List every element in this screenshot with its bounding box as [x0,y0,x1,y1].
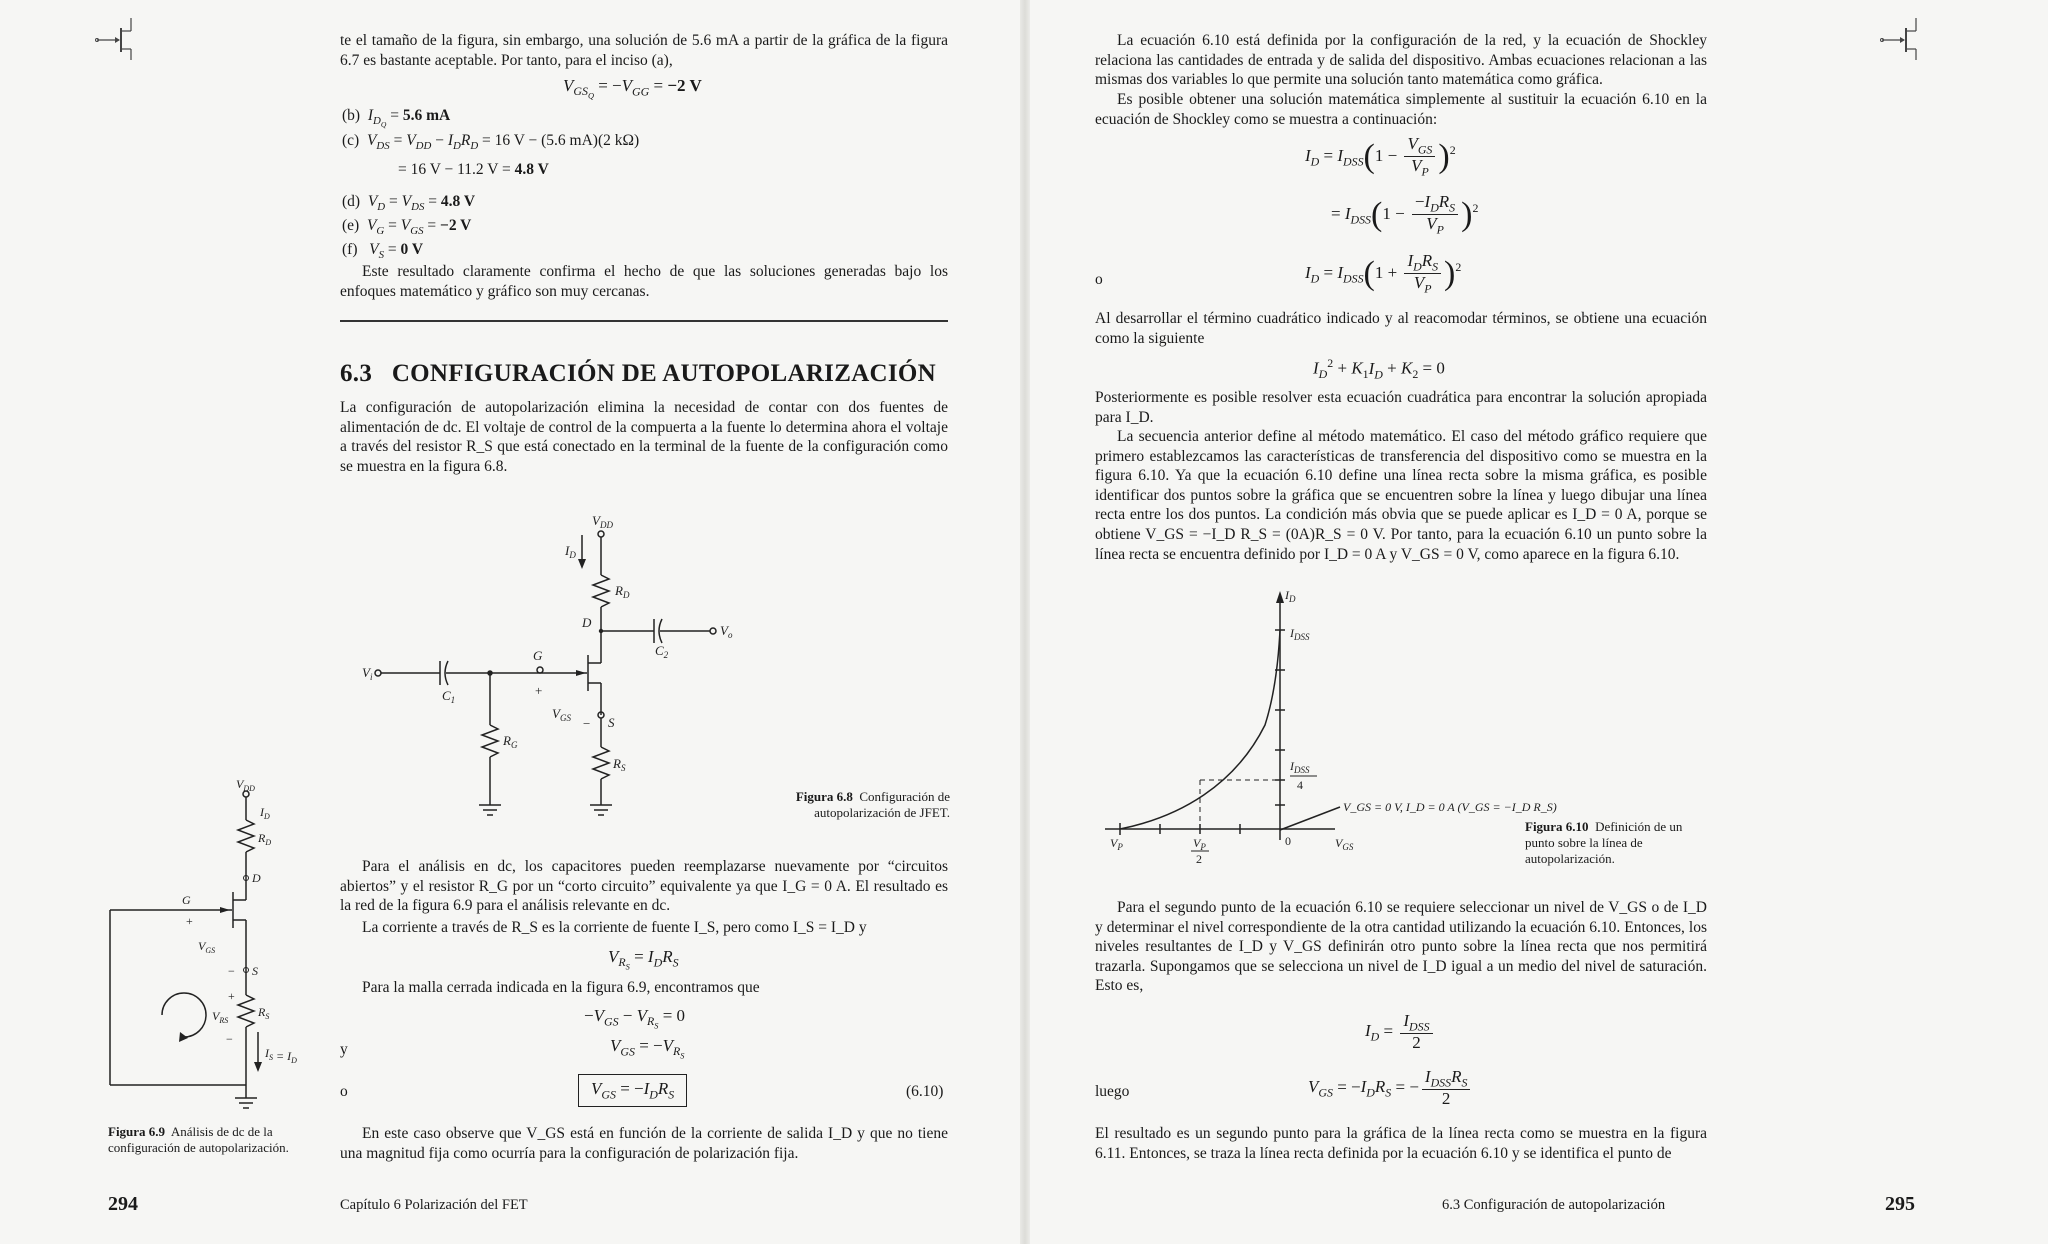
final-paragraph: En este caso observe que V_GS está en función de la corriente de salida I_D y que no tiene una magnitud fija como ocurría para la configuración de polarización fija. [340,1125,948,1162]
intro-paragraph: La ecuación 6.10 está definida por la configuración de la red, y la ecuación de Shockley relaciona las cantidades de entrada y de salida del dispositivo. Ambas ecuaciones relacionan a las mismas dos variables lo que permite una solución tanto matemática como gráfica. [1095,32,1707,89]
eq-kvl: $-V_{GS} - V_{R_S} = 0$ [584,1006,686,1031]
figure-6-9-label: Figura 6.9 [108,1124,166,1139]
word-y: y [340,1041,348,1058]
left-page [0,0,1020,1244]
svg-text:−: − [583,716,591,731]
svg-text:IS = ID: $I_S = I_D$ [265,1046,297,1065]
graph-annotation: V_GS = 0 V, I_D = 0 A (V_GS = −I_D R_S) [1343,800,1557,814]
figure-6-9-circuit [100,777,330,1110]
item-f: (f) $V_S = 0$ V [342,241,424,262]
figure-6-8-label: Figura 6.8 [795,789,853,804]
graphical-method-paragraph: La secuencia anterior define al método matemático. El caso del método gráfico requiere que primero establezcamos las características de transferencia del dispositivo como se muestra en la figura 6.10. Ya que la ecuación 6.10 define una línea recta sobre la misma gráfica, es posible identificar dos puntos sobre la gráfica que se encuentren sobre la línea y luego dibujar una línea recta entre los dos puntos. La condición más obvia que se puede aplicar es I_D = 0 A, porque se obtiene V_GS = −I_D R_S = (0A)R_S = 0 V. Por tanto, para la ecuación 6.10 un punto sobre la línea recta se encuentra definido por I_D = 0 A y V_GS = 0 V, como aparece en la figura 6.10. [1095,428,1707,563]
svg-text:VGS: $V_{GS}$ [552,706,571,723]
svg-text:G: G [533,648,543,663]
mesh-paragraph: Para la malla cerrada indicada en la figura 6.9, encontramos que [362,979,760,996]
running-head-left: Capítulo 6 Polarización del FET [340,1197,528,1213]
svg-text:ID: $I_D$ [260,805,270,821]
svg-text:RG: $R_G$ [503,733,518,750]
section-number: 6.3 [340,360,373,387]
quadratic-solution-paragraph: Posteriormente es posible resolver esta ecuación cuadrática para encontrar la solución apropiada para I_D. [1095,389,1707,426]
dc-analysis-paragraph: Para el análisis en dc, los capacitores pueden reemplazarse nuevamente por “circuitos abiertos” y el resistor R_G por un “corto circuito” equivalente ya que I_G = 0 A. El resultado es la red de la figura 6.9 para el análisis relevante en dc. [340,858,948,915]
book-gutter [1020,0,1030,1244]
figure-6-8-text: Configuración de autopolarización de JFET. [814,789,950,820]
eq-quadratic: $I_D^2 + K_1I_D + K_2 = 0$ [1313,356,1445,382]
svg-text:VDD: $V_{DD}$ [592,513,613,530]
svg-text:D: D [252,871,261,885]
result-paragraph: El resultado es un segundo punto para la gráfica de la línea recta como se muestra en la figura 6.11. Entonces, se traza la línea recta definida por la ecuación 6.10 y se identifica el punto de [1095,1125,1707,1162]
figure-6-10-text: Definición de un punto sobre la línea de autopolarización. [1525,819,1683,866]
eq-vgsq: $V_{GS_Q} = -V_{GG} = -2$ V [563,76,702,101]
figure-6-10-label: Figura 6.10 [1525,819,1589,834]
svg-text:Vi: $V_i$ [362,665,373,682]
conclusion-text: Este resultado claramente confirma el hecho de que las soluciones generadas bajo los enfoques matemático y gráfico son muy cercanas. [340,263,948,300]
eq-shockley-3: $I_D = I_{DSS}(1$ + $\frac{I_DR_S}{V_P}$ )$^2$ [1305,251,1462,296]
page-number-right: 295 [1885,1193,1915,1215]
svg-text:+: + [228,989,235,1003]
section-heading [340,360,936,388]
eq-6-10-number: (6.10) [906,1083,944,1100]
source-current-paragraph: La corriente a través de R_S es la corriente de fuente I_S, pero como I_S = I_D y [362,919,867,936]
svg-text:+: + [186,914,193,928]
svg-text:C2: $C_2$ [655,643,669,660]
svg-text:0: 0 [1285,834,1291,848]
svg-text:VGS: $V_{GS}$ [198,939,216,955]
svg-text:Vo: $V_o$ [720,623,733,640]
item-b: (b) $I_{D_Q} = 5.6$ mA [342,107,451,130]
item-e: (e) $V_G = V_{GS} = -2$ V [342,217,472,238]
jfet-symbol-icon [1880,10,1930,65]
quadratic-intro-paragraph: Al desarrollar el término cuadrático indicado y al reacomodar términos, se obtiene una ecuación como la siguiente [1095,310,1707,347]
svg-text:−: − [228,964,235,978]
word-o: o [340,1083,348,1100]
figure-6-10-caption [1525,819,1705,867]
word-luego: luego [1095,1083,1130,1100]
svg-text:+: + [535,683,543,698]
right-page [1030,0,2048,1244]
eq-vgs-second-point: $V_{GS} = -I_DR_S$ = − $\frac{I_{DSS}R_S}{2}$ [1308,1068,1473,1109]
item-c: (c) $V_{DS} = V_{DD} - I_DR_D = 16$ V − (5.6 mA)(2 kΩ) [342,132,640,153]
eq-shockley-2: = $I_{DSS}(1$ − $\frac{-I_DR_S}{V_P}$ )$^2$ [1331,192,1479,237]
svg-text:D: D [582,615,592,630]
svg-text:4: 4 [1297,778,1303,792]
svg-text:VDD: $V_{DD}$ [236,777,255,793]
svg-text:VP: $V_P$ [1110,836,1123,852]
svg-text:−: − [226,1032,233,1046]
svg-text:2: 2 [1196,852,1202,866]
section-paragraph: La configuración de autopolarización elimina la necesidad de contar con dos fuentes de alimentación de dc. El voltaje de control de la compuerta a la fuente lo determina ahora el voltaje a través del resistor R_S que está conectado en la terminal de la fuente de la configuración como se muestra en la figura 6.8. [340,399,948,475]
svg-text:G: G [182,893,191,907]
svg-text:S: S [608,715,615,730]
figure-6-8-caption [760,789,950,821]
eq-vgs-vrs: $V_{GS} = -V_{R_S}$ [610,1036,685,1061]
item-c2: = 16 V − 11.2 V = 4.8 V [398,161,549,178]
svg-text:VP: $V_P$ [1193,836,1206,852]
svg-text:VRS: $V_{RS}$ [212,1009,229,1025]
eq-id-half-idss: $I_D$ = $\frac{I_{DSS}}{2}$ [1365,1012,1436,1053]
jfet-symbol-icon [95,10,145,65]
substitution-paragraph: Es posible obtener una solución matemática simplemente al sustituir la ecuación 6.10 en la ecuación de Shockley como se muestra a continuación: [1095,91,1707,128]
section-rule [340,320,948,322]
svg-text:ID: $I_D$ [565,543,576,560]
intro-text: te el tamaño de la figura, sin embargo, una solución de 5.6 mA a partir de la gráfica de la figura 6.7 es bastante aceptable. Por tanto, para el inciso (a), [340,32,948,69]
section-title: CONFIGURACIÓN DE AUTOPOLARIZACIÓN [391,360,937,387]
eq-vrs: $V_{R_S} = I_DR_S$ [608,947,679,972]
word-o-right: o [1095,271,1103,288]
svg-text:ID: $I_D$ [1285,588,1296,604]
svg-text:RS: $R_S$ [613,756,626,773]
figure-6-9-text: Análisis de dc de la configuración de autopolarización. [108,1124,289,1155]
svg-text:S: S [252,964,258,978]
running-head-right: 6.3 Configuración de autopolarización [1442,1197,1666,1213]
svg-text:VGS: $V_{GS}$ [1335,836,1354,852]
figure-6-8-circuit [362,513,780,825]
item-d: (d) $V_D = V_{DS} = 4.8$ V [342,193,476,214]
svg-text:IDSS: $I_{DSS}$ [1290,626,1310,642]
eq-shockley-1: $I_D = I_{DSS}(1$ − $\frac{V_{GS}}{V_P}$ )$^2$ [1305,134,1456,179]
svg-text:RD: $R_D$ [258,831,272,847]
svg-text:RD: $R_D$ [615,583,630,600]
second-point-paragraph: Para el segundo punto de la ecuación 6.10 se requiere seleccionar un nivel de V_GS o de I_D y determinar el nivel correspondiente de la otra cantidad utilizando la ecuación 6.10. Entonces, los niveles resultantes de I_D y V_GS definirán otro punto sobre la línea recta que nos permitirá trazarla. Supongamos que se selecciona un nivel de I_D igual a un medio del nivel de saturación. Esto es, [1095,899,1707,995]
svg-text:C1: $C_1$ [442,688,456,705]
eq-6-10-box: $V_{GS} = -I_DR_S$ [578,1074,687,1107]
svg-text:RS: $R_S$ [258,1005,270,1021]
figure-6-9-caption [108,1124,318,1156]
page-number-left: 294 [108,1193,138,1215]
svg-text:IDSS: $I_{DSS}$ [1290,759,1310,775]
